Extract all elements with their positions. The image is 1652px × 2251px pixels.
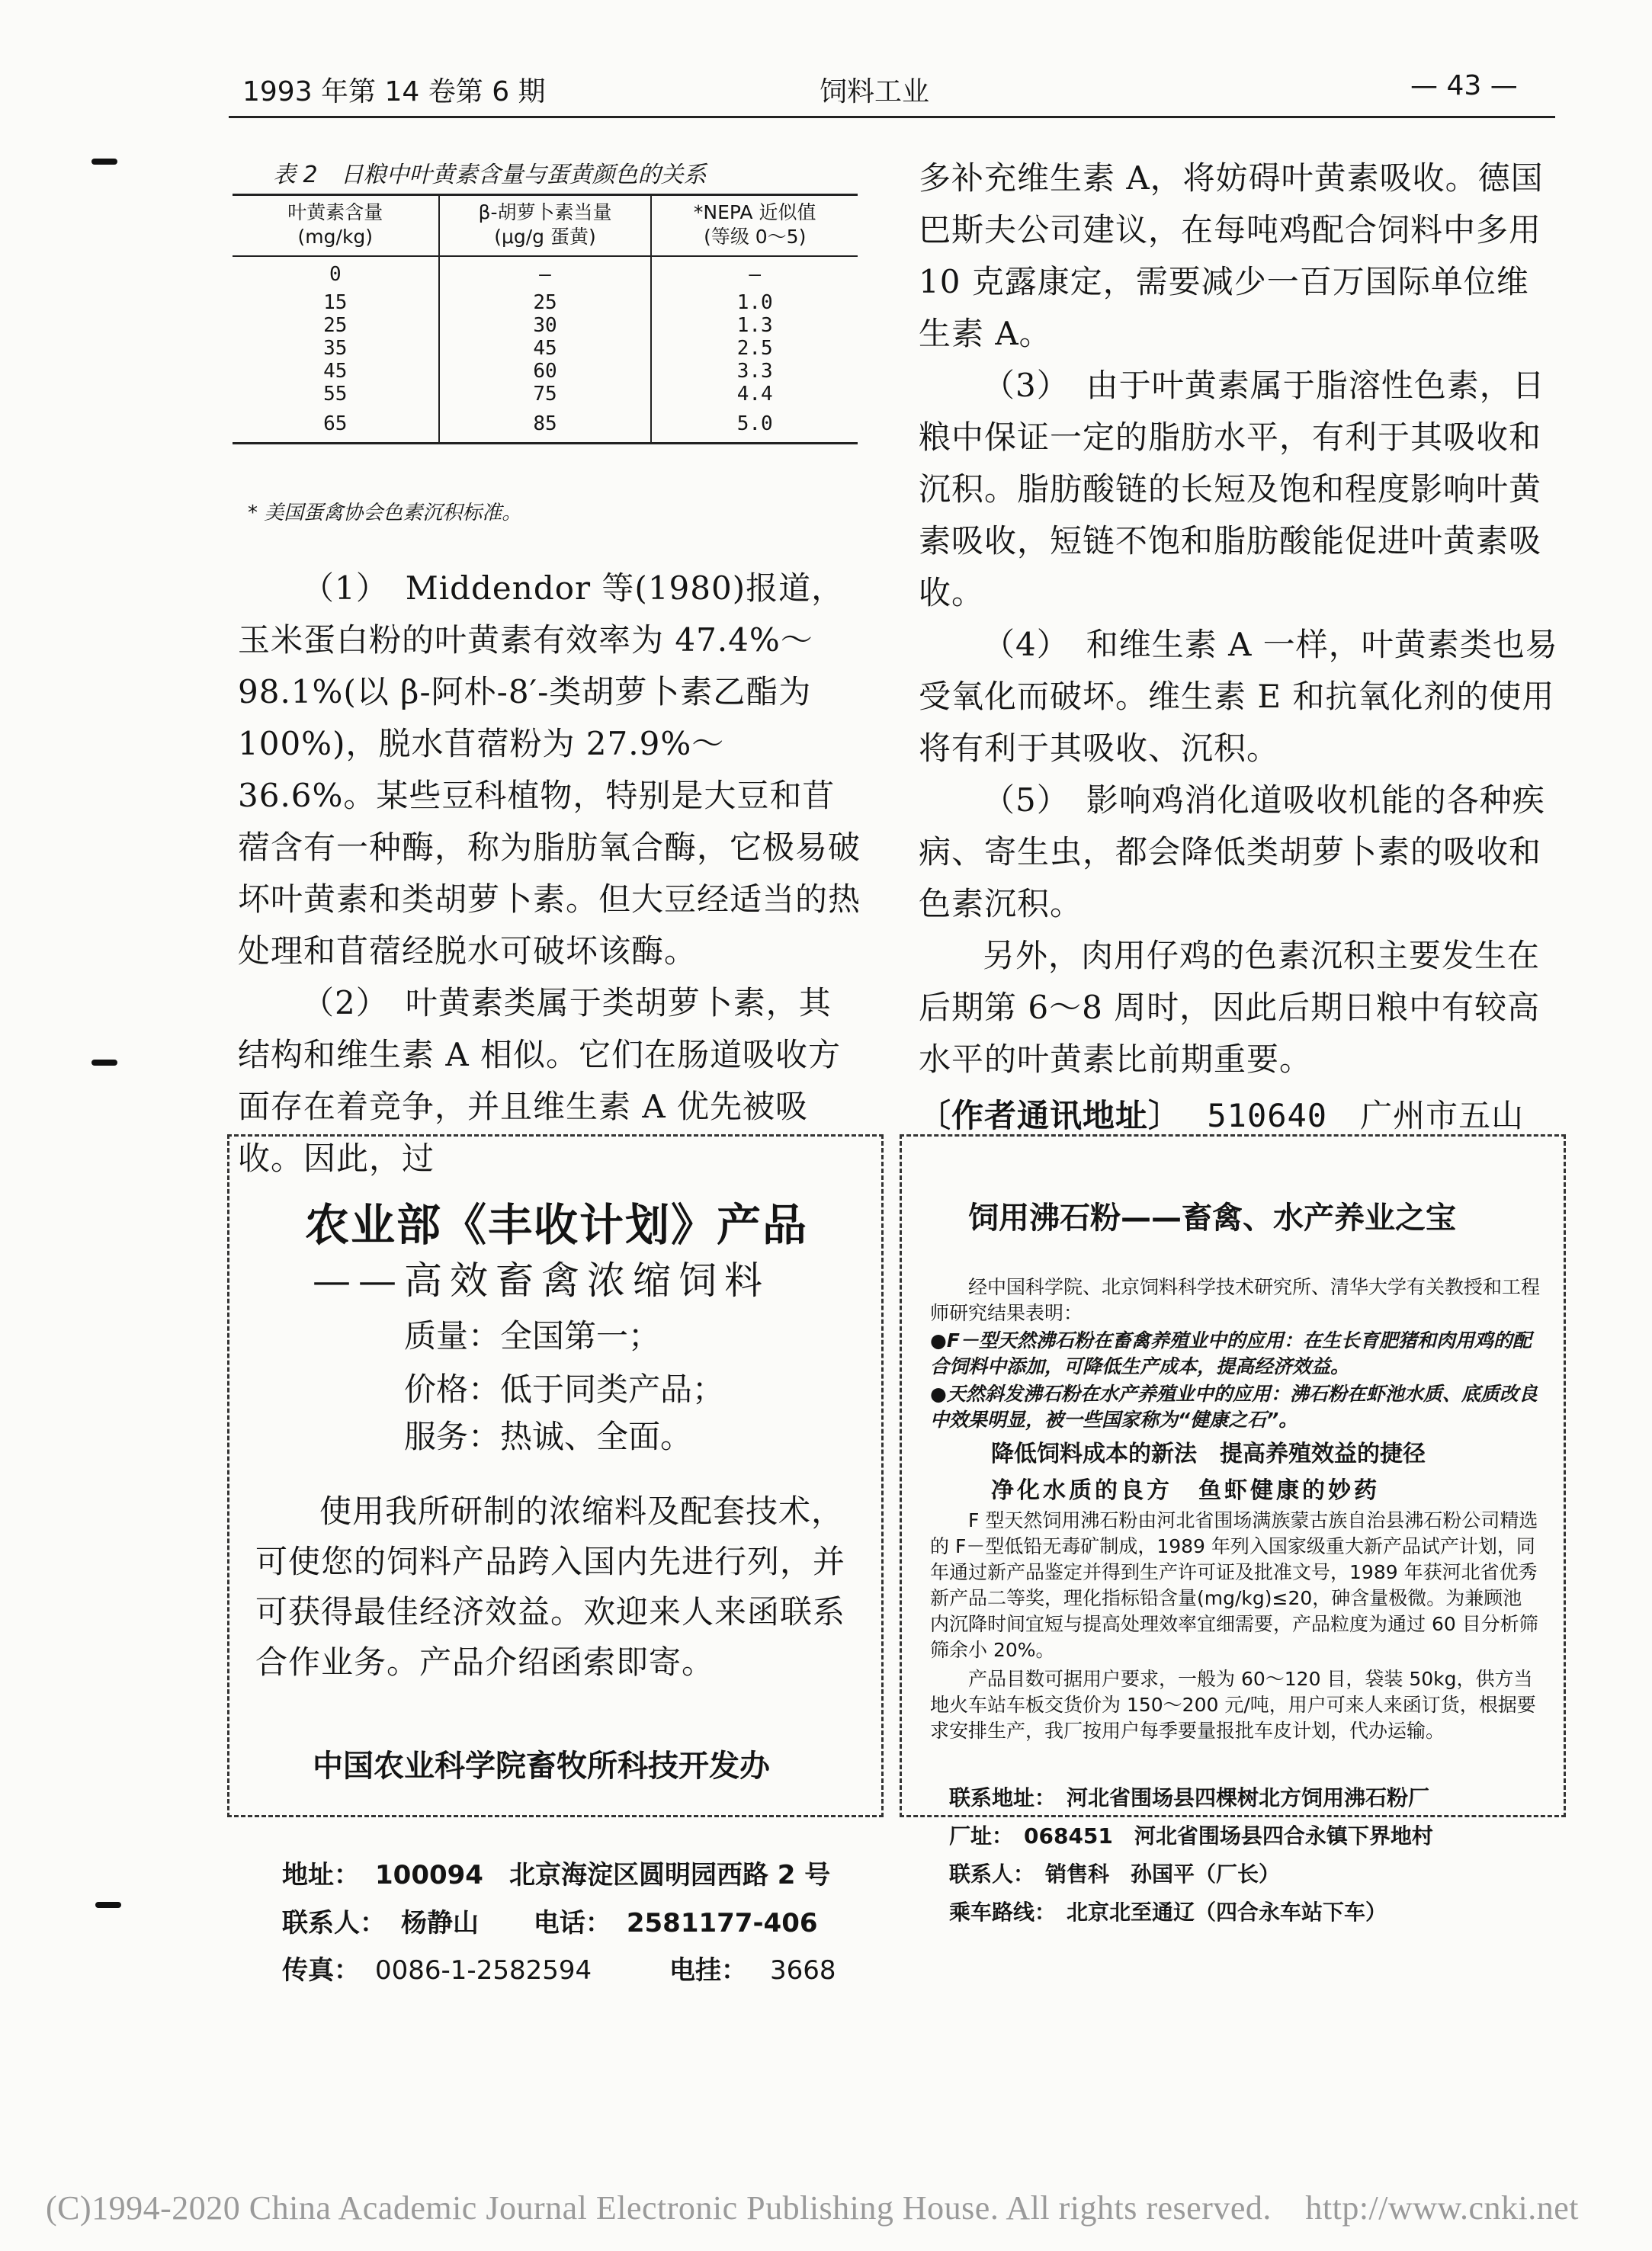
ad2-contact-person: 联系人： 销售科 孙国平（厂长） xyxy=(949,1861,1281,1887)
table-row: 45 60 3.3 xyxy=(233,360,858,383)
table-header-cell: *NEPA 近似值 (等级 0～5) xyxy=(651,196,858,256)
ad2-bullet: ●天然斜发沸石粉在水产养殖业中的应用：沸石粉在虾池水质、底质改良中效果明显，被一些国家称为“健康之石”。 xyxy=(930,1383,1538,1431)
paragraph: 另外，肉用仔鸡的色素沉积主要发生在后期第 6～8 周时，因此后期日粮中有较高水平的叶黄素比前期重要。 xyxy=(919,937,1541,1078)
paragraph: （2） 叶黄素类属于类胡萝卜素，其结构和维生素 A 相似。它们在肠道吸收方面存在着竞争，并且维生素 A 优先被吸收。因此，过 xyxy=(238,984,842,1177)
table-note: * 美国蛋禽协会色素沉积标准。 xyxy=(248,502,522,524)
ad1-body: 使用我所研制的浓缩料及配套技术，可使您的饲料产品跨入国内先进行列，并可获得最佳经济效益。欢迎来人来函联系合作业务。产品介绍函索即寄。 xyxy=(255,1493,846,1681)
ad2-body: F 型天然饲用沸石粉由河北省围场满族蒙古族自治县沸石粉公司精选的 F－型低铅无毒矿制成，1989 年列入国家级重大新产品试产计划，同年通过新产品鉴定并得到生产许可证及批准文号，1989 年获河北省优秀新产品二等奖，理化指标铅含量(mg/kg)≤20，砷含量极微。为兼顾池内沉降时间宜短与提高处理效率宜细需要，产品粒度为通过 60 目分析筛筛余小 20%。 xyxy=(930,1509,1538,1661)
margin-mark xyxy=(91,159,117,165)
paragraph: 多补充维生素 A，将妨碍叶黄素吸收。德国巴斯夫公司建议，在每吨鸡配合饲料中多用 10 克露康定，需要减少一百万国际单位维生素 A。 xyxy=(919,159,1544,352)
ad1-fax: 传真： 0086-1-2582594 电挂： 3668 xyxy=(282,1955,836,1986)
table-row: 25 30 1.3 xyxy=(233,314,858,337)
ad2-intro: 经中国科学院、北京饲料科学技术研究所、清华大学有关教授和工程师研究结果表明： xyxy=(930,1276,1541,1324)
table-row: 65 85 5.0 xyxy=(233,406,858,442)
right-column xyxy=(919,152,1559,1142)
ad1-contact: 联系人： 杨静山 电话： 2581177-406 xyxy=(282,1908,818,1938)
ad1-quality: 质量：全国第一； xyxy=(404,1317,661,1355)
ad1-subtitle: ——高效畜禽浓缩饲料 xyxy=(313,1259,770,1303)
table-header-cell: β-胡萝卜素当量 (μg/g 蛋黄) xyxy=(439,196,652,256)
ad1-price: 价格：低于同类产品； xyxy=(404,1371,725,1408)
left-column xyxy=(238,563,861,1185)
ad2-slogan: 净化水质的良方 鱼虾健康的妙药 xyxy=(991,1477,1380,1504)
table-row: 35 45 2.5 xyxy=(233,337,858,360)
ad2-body: 产品目数可据用户要求，一般为 60～120 目，袋装 50kg，供方当地火车站车板交货价为 150～200 元/吨，用户可来人来函订货，根据要求安排生产，我厂按用户每季要量报批车皮计划，代办运输。 xyxy=(930,1668,1536,1742)
table-title: 表 2 日粮中叶黄素含量与蛋黄颜色的关系 xyxy=(273,162,707,188)
ad1-title: 农业部《丰收计划》产品 xyxy=(305,1199,809,1251)
ad2-title: 饲用沸石粉——畜禽、水产养业之宝 xyxy=(968,1201,1456,1236)
table-2 xyxy=(233,194,858,444)
ad2-route: 乘车路线： 北京北至通辽（四合永车站下车） xyxy=(949,1900,1387,1925)
issue-info: 1993 年第 14 卷第 6 期 xyxy=(242,76,546,107)
paragraph: （1） Middendor 等(1980)报道，玉米蛋白粉的叶黄素有效率为 47.4%～98.1%(以 β-阿朴-8′-类胡萝卜素乙酯为 100%)，脱水苜蓿粉为 27.9%～36.6%。某些豆科植物，特别是大豆和苜蓿含有一种酶，称为脂肪氧合酶，它极易破坏叶黄素和类胡萝卜素。但大豆经适当的热处理和苜蓿经脱水可破坏该酶。 xyxy=(238,569,861,970)
margin-mark xyxy=(91,1060,117,1066)
table-row: 15 25 1.0 xyxy=(233,291,858,314)
header-rule xyxy=(229,116,1555,118)
margin-mark xyxy=(95,1902,121,1908)
journal-name: 饲料工业 xyxy=(820,76,930,107)
paragraph: （4） 和维生素 A 一样，叶黄素类也易受氧化而破坏。维生素 E 和抗氧化剂的使用将有利于其吸收、沉积。 xyxy=(919,626,1558,767)
paragraph: （3） 由于叶黄素属于脂溶性色素，日粮中保证一定的脂肪水平，有利于其吸收和沉积。脂肪酸链的长短及饱和程度影响叶黄素吸收，短链不饱和脂肪酸能促进叶黄素吸收。 xyxy=(919,367,1545,611)
table-row: 55 75 4.4 xyxy=(233,383,858,406)
ad1-org: 中国农业科学院畜牧所科技开发办 xyxy=(313,1749,770,1784)
table-header-cell: 叶黄素含量 (mg/kg) xyxy=(233,196,439,256)
page-number: — 43 — xyxy=(1410,70,1518,101)
ad1-address: 地址： 100094 北京海淀区圆明园西路 2 号 xyxy=(282,1860,831,1890)
ad2-contact-address: 联系地址： 河北省围场县四棵树北方饲用沸石粉厂 xyxy=(949,1785,1430,1810)
ad2-bullet: ●F－型天然沸石粉在畜禽养殖业中的应用：在生长育肥猪和肉用鸡的配合饲料中添加，可降低生产成本，提高经济效益。 xyxy=(930,1329,1532,1377)
ad2-factory-address: 厂址： 068451 河北省围场县四合永镇下界地村 xyxy=(949,1823,1433,1849)
copyright-footer: (C)1994-2020 China Academic Journal Electronic Publishing House. All rights reserved. http://www.cnki.net xyxy=(46,2189,1579,2227)
ad2-slogan: 降低饲料成本的新法 提高养殖效益的捷径 xyxy=(991,1441,1426,1467)
paragraph: （5） 影响鸡消化道吸收机能的各种疾病、寄生虫，都会降低类胡萝卜素的吸收和色素沉积。 xyxy=(919,781,1545,922)
table-row: 0 — — xyxy=(233,256,858,291)
author-address: 〔作者通讯地址〕 510640 广州市五山 xyxy=(919,1097,1525,1134)
ad1-service: 服务：热诚、全面。 xyxy=(404,1418,693,1455)
